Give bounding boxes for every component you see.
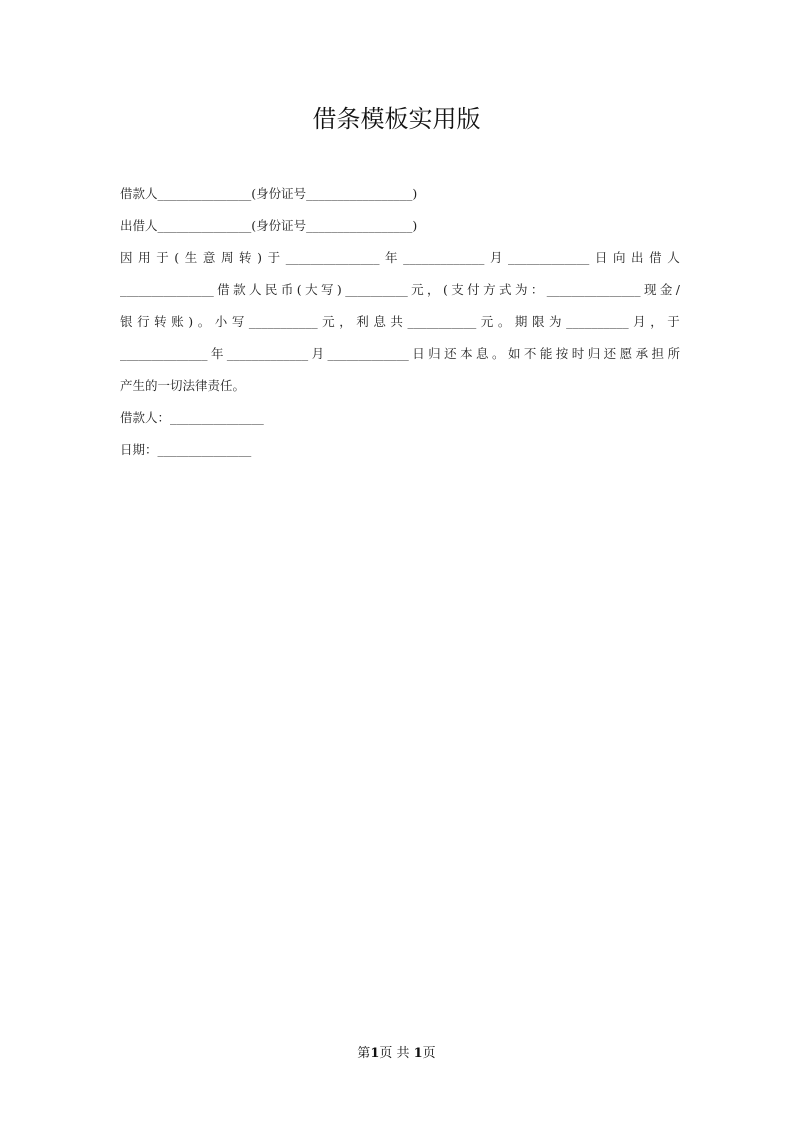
date-line: 日期：_______________ — [120, 442, 252, 457]
purpose-date-line: 因 用 于 ( 生 意 周 转 ) 于 _______________ 年 _____________ 月 _____________ 日 向 出 借 人 — [120, 250, 680, 265]
footer-middle: 页 共 — [379, 1046, 414, 1061]
footer-prefix: 第 — [357, 1046, 371, 1061]
lender-id-line: 出借人_______________(身份证号_________________) — [120, 218, 418, 233]
footer-page-number: 1 — [370, 1046, 380, 1061]
repayment-date-line: ______________ 年 _____________ 月 _____________ 日 归 还 本 息 。 如 不 能 按 时 归 还 愿 承 担 所 — [120, 346, 680, 361]
interest-term-line: 银 行 转 账 ) 。 小 写 ___________ 元 ， 利 息 共 ___________ 元 。 期 限 为 __________ 月 ， 于 — [120, 314, 680, 329]
amount-payment-line: _______________ 借 款 人 民 币 ( 大 写 ) __________ 元 ， ( 支 付 方 式 为 ： _______________ 现 金 / — [120, 282, 680, 297]
page-footer — [0, 1042, 793, 1061]
borrower-id-line: 借款人_______________(身份证号_________________) — [120, 186, 418, 201]
liability-line: 产生的一切法律责任。 — [120, 378, 246, 393]
footer-suffix: 页 — [422, 1046, 436, 1061]
document-title: 借条模板实用版 — [312, 105, 481, 133]
borrower-signature-line: 借款人：_______________ — [120, 410, 264, 425]
footer-total-pages: 1 — [413, 1046, 423, 1061]
